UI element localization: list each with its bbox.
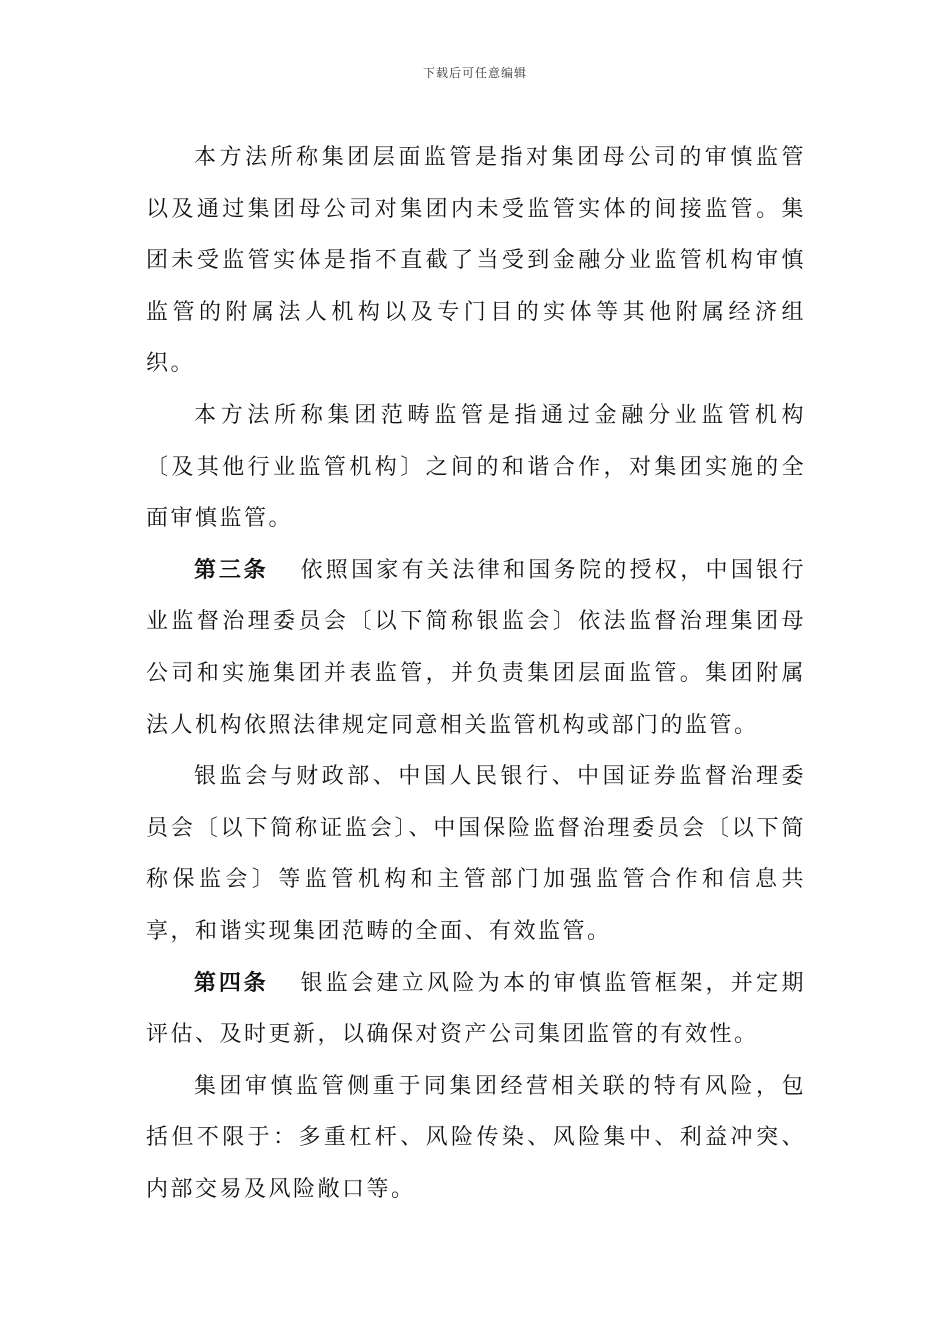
article-label: 第三条 — [194, 556, 269, 583]
article-3 — [146, 545, 806, 751]
page-header-note: 下载后可任意编辑 — [422, 66, 527, 80]
article-text: 银监会建立风险为本的审慎监管框架，并定期评估、及时更新，以确保对资产公司集团监管的有效性。 — [146, 970, 806, 1048]
article-text: 依照国家有关法律和国务院的授权，中国银行业监督治理委员会〔以下简称银监会〕依法监督治理集团母公司和实施集团并表监管，并负责集团层面监管。集团附属法人机构依照法律规定同意相关监管机构或部门的监管。 — [146, 557, 806, 738]
article-4 — [146, 958, 806, 1061]
paragraph-specific-risks — [146, 1061, 806, 1216]
article-label: 第四条 — [194, 969, 269, 996]
paragraph-group-level-supervision — [146, 132, 806, 390]
paragraph-text: 本方法所称集团层面监管是指对集团母公司的审慎监管以及通过集团母公司对集团内未受监管实体的间接监管。集团未受监管实体是指不直截了当受到金融分业监管机构审慎监管的附属法人机构以及专门目的实体等其他附属经济组织。 — [146, 145, 806, 377]
paragraph-text: 本方法所称集团范畴监管是指通过金融分业监管机构〔及其他行业监管机构〕之间的和谐合作，对集团实施的全面审慎监管。 — [146, 402, 806, 532]
paragraph-group-scope-supervision — [146, 390, 806, 545]
paragraph-text: 银监会与财政部、中国人民银行、中国证券监督治理委员会〔以下简称证监会〕、中国保险监督治理委员会〔以下简称保监会〕等监管机构和主管部门加强监管合作和信息共享，和谐实现集团范畴的全面、有效监管。 — [146, 764, 806, 944]
paragraph-cooperation — [146, 751, 806, 957]
paragraph-text: 集团审慎监管侧重于同集团经营相关联的特有风险，包括但不限于：多重杠杆、风险传染、风险集中、利益冲突、内部交易及风险敞口等。 — [146, 1073, 806, 1202]
document-body — [146, 132, 806, 1215]
